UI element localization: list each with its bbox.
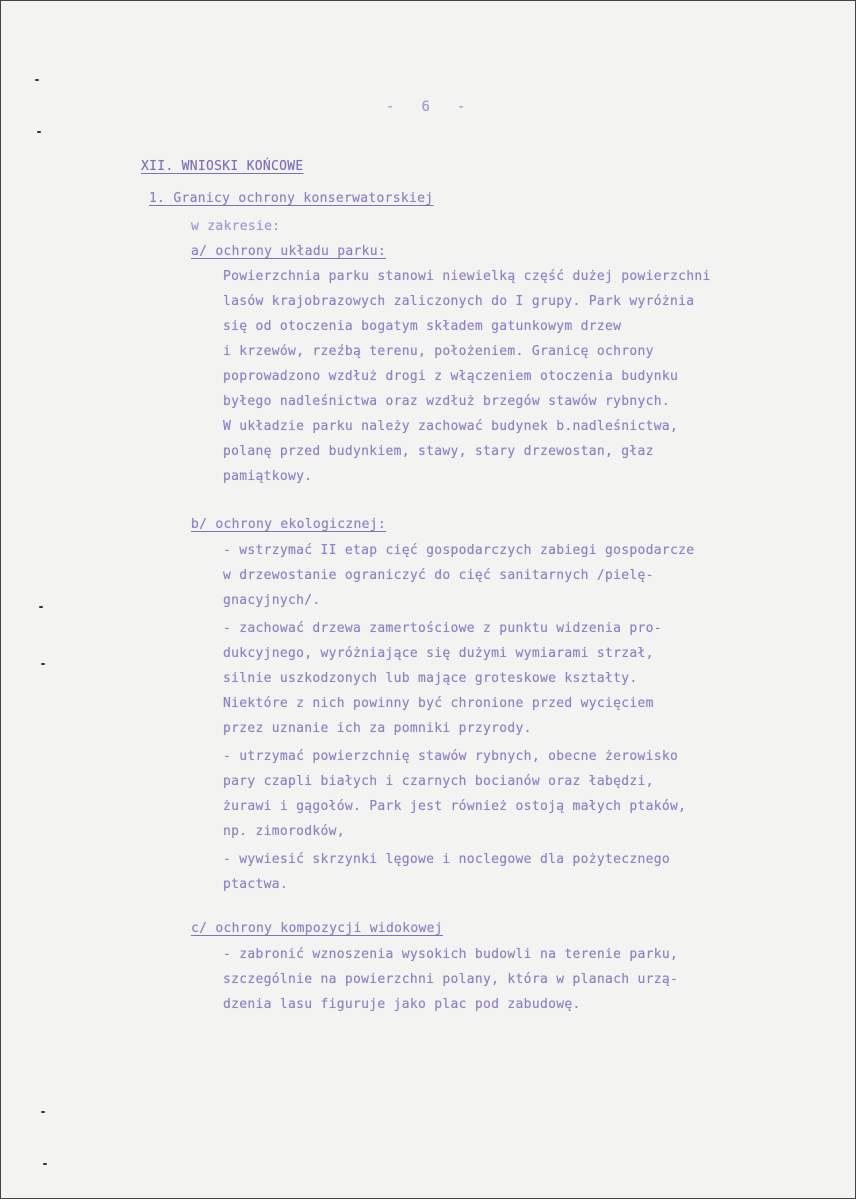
list-line: żurawi i gągołów. Park jest również ostoją małych ptaków, xyxy=(223,799,687,814)
list-line: gnacyjnych/. xyxy=(223,593,321,608)
list-line: silnie uszkodzonych lub mające groteskowe kształty. xyxy=(223,671,638,686)
subsection-a-heading: a/ ochrony układu parku: xyxy=(191,244,387,259)
paragraph-line: byłego nadleśnictwa oraz wzdłuż brzegów stawów rybnych. xyxy=(223,394,670,409)
paragraph-line: polanę przed budynkiem, stawy, stary drzewostan, głaz xyxy=(223,444,654,459)
list-line: przez uznanie ich za pomniki przyrody. xyxy=(223,721,532,736)
margin-mark xyxy=(43,1163,47,1165)
list-line: - utrzymać powierzchnię stawów rybnych, obecne żerowisko xyxy=(223,749,679,764)
list-line: dzenia lasu figuruje jako plac pod zabudowę. xyxy=(223,997,581,1012)
list-line: dukcyjnego, wyróżniające się dużymi wymiarami strzał, xyxy=(223,646,654,661)
list-line: np. zimorodków, xyxy=(223,824,345,839)
margin-mark xyxy=(41,1111,45,1113)
margin-mark xyxy=(41,663,45,665)
list-line: pary czapli białych i czarnych bocianów oraz łabędzi, xyxy=(223,774,654,789)
list-line: - zachować drzewa zamertościowe z punktu widzenia pro- xyxy=(223,621,662,636)
list-line: ptactwa. xyxy=(223,877,289,892)
subsection-c-heading: c/ ochrony kompozycji widokowej xyxy=(191,921,443,936)
margin-mark xyxy=(39,606,43,608)
list-line: - wstrzymać II etap cięć gospodarczych zabiegi gospodarcze xyxy=(223,543,695,558)
section-title: XII. WNIOSKI KOŃCOWE xyxy=(141,159,304,174)
page-number: - 6 - xyxy=(386,99,466,115)
list-line: - zabronić wznoszenia wysokich budowli na terenie parku, xyxy=(223,947,679,962)
paragraph-line: lasów krajobrazowych zaliczonych do I grupy. Park wyróżnia xyxy=(223,294,695,309)
paragraph-line: W układzie parku należy zachować budynek b.nadleśnictwa, xyxy=(223,419,679,434)
margin-mark xyxy=(37,131,41,133)
item-1-subheading: w zakresie: xyxy=(191,219,281,234)
paragraph-line: pamiątkowy. xyxy=(223,469,313,484)
list-line: w drzewostanie ograniczyć do cięć sanitarnych /pielę- xyxy=(223,568,654,583)
margin-mark xyxy=(35,79,39,81)
paragraph-line: Powierzchnia parku stanowi niewielką część dużej powierzchni xyxy=(223,269,711,284)
paragraph-line: się od otoczenia bogatym składem gatunkowym drzew xyxy=(223,319,622,334)
paragraph-line: i krzewów, rzeźbą terenu, położeniem. Granicę ochrony xyxy=(223,344,654,359)
list-line: Niektóre z nich powinny być chronione przed wycięciem xyxy=(223,696,654,711)
list-line: - wywiesić skrzynki lęgowe i noclegowe dla pożytecznego xyxy=(223,852,670,867)
subsection-b-heading: b/ ochrony ekologicznej: xyxy=(191,517,387,532)
item-1-heading: 1. Granicy ochrony konserwatorskiej xyxy=(149,191,434,206)
list-line: szczególnie na powierzchni polany, która w planach urzą- xyxy=(223,972,679,987)
paragraph-line: poprowadzono wzdłuż drogi z włączeniem otoczenia budynku xyxy=(223,369,679,384)
